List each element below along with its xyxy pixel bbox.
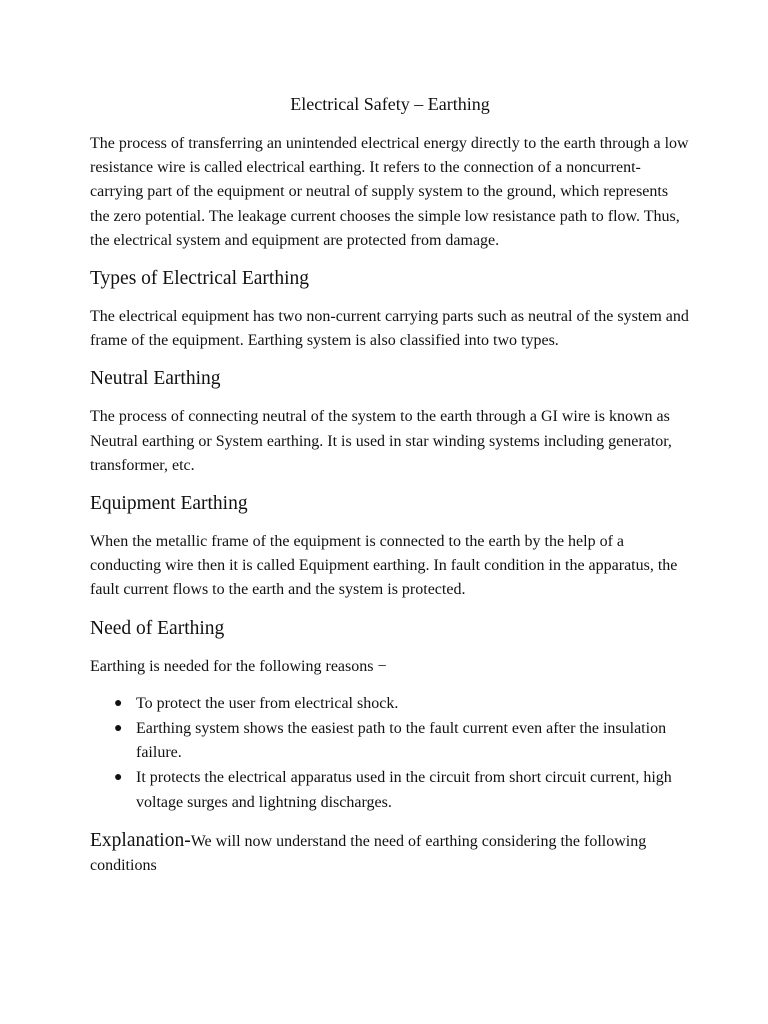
document-page [90, 92, 690, 878]
equipment-earthing-paragraph: When the metallic frame of the equipment is connected to the earth by the help of a conducting wire then it is called Equipment earthing. In fault condition in the apparatus, the fault current flows to the earth and the system is protected. [90, 533, 678, 599]
explanation-text: We will now understand the need of earthing considering the following conditions [90, 832, 647, 875]
bullet-icon: ● [114, 695, 123, 711]
bullet-icon: ● [114, 721, 123, 737]
types-of-earthing-paragraph: The electrical equipment has two non-current carrying parts such as neutral of the system and frame of the equipment. Earthing system is also classified into two types. [90, 308, 689, 350]
explanation-paragraph [90, 829, 690, 878]
list-item-text: Earthing system shows the easiest path to the fault current even after the insulation failure. [136, 720, 667, 762]
reasons-list [90, 692, 690, 815]
list-item [90, 717, 690, 765]
list-item-text: It protects the electrical apparatus used in the circuit from short circuit current, high voltage surges and lightning discharges. [136, 769, 672, 811]
heading-neutral-earthing: Neutral Earthing [90, 368, 221, 390]
list-item-text: To protect the user from electrical shock. [136, 694, 399, 712]
intro-paragraph: The process of transferring an unintended electrical energy directly to the earth through a low resistance wire is called electrical earthing. It refers to the connection of a noncurrent-carrying part of the equipment or neutral of supply system to the ground, which represents the zero potential. The leakage current chooses the simple low resistance path to flow. Thus, the electrical system and equipment are protected from damage. [90, 135, 689, 249]
heading-need-of-earthing: Need of Earthing [90, 617, 225, 639]
neutral-earthing-paragraph: The process of connecting neutral of the system to the earth through a GI wire is known as Neutral earthing or System earthing. It is used in star winding systems including generator, transformer, etc. [90, 408, 672, 474]
document-title: Electrical Safety – Earthing [290, 94, 490, 114]
heading-types-of-earthing: Types of Electrical Earthing [90, 268, 310, 290]
explanation-lead: Explanation- [90, 829, 191, 851]
list-item [90, 766, 690, 814]
heading-equipment-earthing: Equipment Earthing [90, 493, 248, 515]
list-item [90, 692, 690, 716]
need-of-earthing-intro: Earthing is needed for the following reasons − [90, 657, 387, 675]
bullet-icon: ● [114, 770, 123, 786]
